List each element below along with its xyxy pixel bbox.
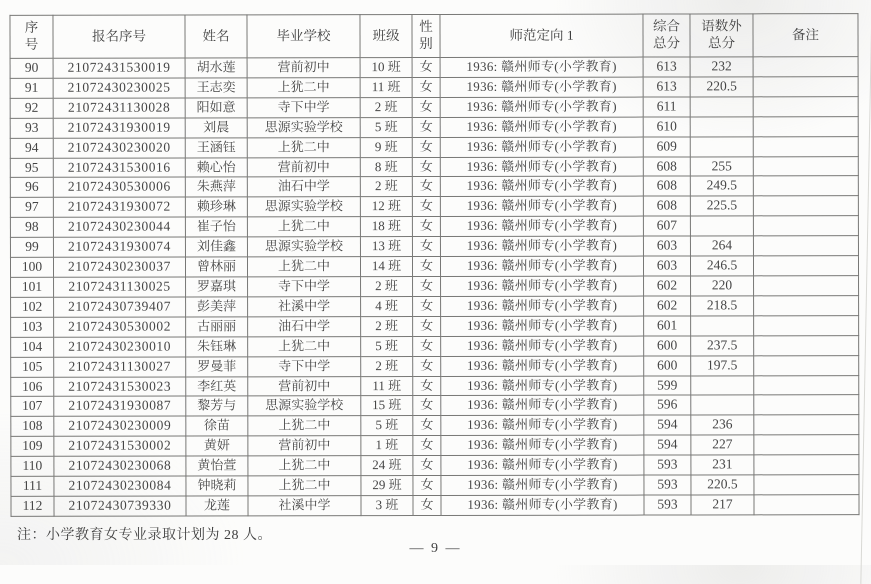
table-header (10, 14, 858, 59)
cell-total: 608 (643, 196, 690, 216)
cell-no: 108 (11, 417, 54, 437)
cell-cls: 15 班 (361, 396, 413, 416)
cell-lsw: 225.5 (690, 196, 753, 216)
cell-total: 601 (644, 316, 691, 336)
column-header-gender: 性 别 (412, 14, 440, 57)
cell-reg: 21072430230044 (53, 217, 185, 237)
table-row (11, 495, 859, 517)
cell-name: 王志奕 (185, 78, 247, 98)
cell-orientation: 1936: 赣州师专(小学教育) (441, 455, 644, 475)
cell-reg: 21072431530016 (53, 158, 185, 178)
cell-lsw (691, 375, 754, 395)
cell-gender: 女 (413, 376, 441, 396)
cell-cls: 5 班 (360, 117, 412, 137)
cell-no: 112 (11, 496, 54, 516)
cell-school: 寺下中学 (248, 277, 361, 297)
cell-name: 罗曼菲 (186, 356, 248, 376)
admission-roster-table (9, 13, 859, 517)
cell-gender: 女 (413, 396, 441, 416)
cell-gender: 女 (413, 495, 441, 515)
cell-orientation: 1936: 赣州师专(小学教育) (440, 236, 643, 256)
cell-reg: 21072430530006 (53, 177, 185, 197)
table-row (10, 77, 858, 99)
cell-school: 思源实验学校 (247, 117, 360, 137)
cell-no: 96 (10, 178, 53, 198)
cell-school: 寺下中学 (248, 356, 361, 376)
cell-school: 上犹二中 (248, 336, 361, 356)
cell-orientation: 1936: 赣州师专(小学教育) (441, 475, 644, 495)
cell-cls: 11 班 (361, 376, 413, 396)
cell-reg: 21072430230020 (53, 138, 185, 158)
table-row (11, 395, 859, 417)
cell-orientation: 1936: 赣州师专(小学教育) (440, 256, 643, 276)
cell-school: 社溪中学 (248, 496, 361, 516)
cell-name: 曾林丽 (185, 257, 247, 277)
cell-lsw: 220 (691, 276, 754, 296)
column-header-reg: 报名序号 (53, 15, 185, 58)
cell-no: 106 (11, 377, 54, 397)
column-header-name: 姓名 (185, 15, 247, 58)
cell-school: 社溪中学 (248, 297, 361, 317)
cell-lsw: 220.5 (690, 77, 753, 97)
cell-gender: 女 (413, 416, 441, 436)
scan-page-edge (860, 0, 871, 584)
cell-lsw: 255 (690, 156, 753, 176)
table-row (10, 96, 858, 118)
cell-name: 李红英 (186, 376, 248, 396)
cell-orientation: 1936: 赣州师专(小学教育) (440, 137, 643, 157)
cell-lsw (690, 216, 753, 236)
table-row (11, 355, 859, 377)
cell-name: 黎芳与 (186, 396, 248, 416)
table-row (11, 475, 859, 497)
cell-total: 607 (643, 216, 690, 236)
cell-name: 罗嘉琪 (186, 277, 248, 297)
cell-reg: 21072430230037 (53, 257, 185, 277)
cell-school: 上犹二中 (247, 217, 360, 237)
cell-lsw: 236 (691, 415, 754, 435)
cell-gender: 女 (412, 177, 440, 197)
cell-no: 101 (11, 277, 54, 297)
cell-name: 古丽丽 (186, 317, 248, 337)
cell-no: 91 (10, 78, 53, 98)
cell-total: 594 (644, 435, 691, 455)
cell-gender: 女 (412, 117, 440, 137)
cell-remark (753, 57, 858, 77)
cell-orientation: 1936: 赣州师专(小学教育) (441, 415, 644, 435)
cell-orientation: 1936: 赣州师专(小学教育) (440, 196, 643, 216)
cell-remark (753, 156, 858, 176)
cell-name: 崔子怡 (185, 217, 247, 237)
table-row (10, 236, 858, 258)
cell-remark (754, 375, 859, 395)
column-header-total: 综合 总分 (643, 14, 690, 57)
cell-school: 寺下中学 (247, 97, 360, 117)
table-row (11, 415, 859, 437)
cell-lsw: 217 (691, 495, 754, 515)
cell-orientation: 1936: 赣州师专(小学教育) (441, 376, 644, 396)
table-row (10, 116, 858, 138)
cell-remark (753, 236, 858, 256)
cell-cls: 18 班 (360, 217, 412, 237)
cell-reg: 21072430530002 (54, 317, 186, 337)
cell-remark (754, 495, 859, 515)
cell-remark (753, 136, 858, 156)
cell-gender: 女 (413, 436, 441, 456)
cell-remark (753, 116, 858, 136)
cell-orientation: 1936: 赣州师专(小学教育) (440, 117, 643, 137)
cell-gender: 女 (413, 276, 441, 296)
cell-reg: 21072431530023 (54, 377, 186, 397)
footnote: 注：小学教育女专业录取计划为 28 人。 (17, 528, 272, 543)
cell-no: 95 (10, 158, 53, 178)
cell-cls: 2 班 (361, 356, 413, 376)
cell-gender: 女 (412, 237, 440, 257)
cell-gender: 女 (413, 296, 441, 316)
cell-school: 思源实验学校 (248, 396, 361, 416)
cell-no: 109 (11, 437, 54, 457)
cell-reg: 21072430230025 (53, 78, 185, 98)
cell-no: 102 (11, 297, 54, 317)
cell-reg: 21072430739407 (54, 297, 186, 317)
cell-no: 105 (11, 357, 54, 377)
table-row (10, 176, 858, 198)
cell-cls: 2 班 (360, 177, 412, 197)
cell-reg: 21072431930019 (53, 118, 185, 138)
cell-no: 103 (11, 317, 54, 337)
cell-remark (753, 216, 858, 236)
cell-reg: 21072431930074 (53, 237, 185, 257)
cell-school: 思源实验学校 (247, 197, 360, 217)
table-row (11, 435, 859, 457)
cell-reg: 21072431530019 (53, 58, 185, 78)
cell-orientation: 1936: 赣州师专(小学教育) (440, 97, 643, 117)
cell-name: 钟晓莉 (186, 476, 248, 496)
cell-reg: 21072430739330 (54, 496, 186, 516)
cell-school: 思源实验学校 (247, 237, 360, 257)
cell-total: 613 (643, 57, 690, 77)
cell-lsw: 246.5 (690, 256, 753, 276)
cell-gender: 女 (413, 316, 441, 336)
cell-lsw (690, 136, 753, 156)
cell-cls: 2 班 (361, 277, 413, 297)
cell-no: 99 (10, 237, 53, 257)
column-header-school: 毕业学校 (247, 15, 360, 58)
cell-lsw: 220.5 (691, 475, 754, 495)
cell-cls: 14 班 (360, 257, 412, 277)
cell-cls: 2 班 (360, 97, 412, 117)
cell-lsw (690, 117, 753, 137)
cell-gender: 女 (412, 157, 440, 177)
cell-orientation: 1936: 赣州师专(小学教育) (440, 157, 643, 177)
cell-gender: 女 (413, 456, 441, 476)
cell-total: 610 (643, 117, 690, 137)
cell-cls: 12 班 (360, 197, 412, 217)
table-container (9, 13, 858, 517)
cell-lsw: 197.5 (691, 355, 754, 375)
cell-total: 603 (643, 236, 690, 256)
cell-name: 龙莲 (186, 496, 248, 516)
cell-gender: 女 (412, 217, 440, 237)
cell-school: 营前初中 (247, 157, 360, 177)
cell-school: 上犹二中 (248, 476, 361, 496)
cell-total: 599 (644, 375, 691, 395)
cell-gender: 女 (412, 97, 440, 117)
cell-total: 603 (643, 256, 690, 276)
cell-no: 98 (10, 218, 53, 238)
cell-school: 营前初中 (247, 58, 360, 78)
table-row (11, 276, 859, 298)
header-row (10, 14, 858, 59)
cell-remark (753, 196, 858, 216)
cell-school: 营前初中 (248, 376, 361, 396)
cell-orientation: 1936: 赣州师专(小学教育) (441, 296, 644, 316)
cell-name: 王涵钰 (185, 138, 247, 158)
table-row (10, 156, 858, 178)
cell-remark (753, 176, 858, 196)
column-header-no: 序 号 (10, 15, 53, 58)
cell-gender: 女 (413, 476, 441, 496)
cell-remark (754, 295, 859, 315)
cell-reg: 21072431530002 (54, 436, 186, 456)
cell-total: 609 (643, 137, 690, 157)
cell-gender: 女 (412, 197, 440, 217)
cell-lsw: 218.5 (691, 296, 754, 316)
cell-remark (754, 335, 859, 355)
cell-school: 上犹二中 (247, 257, 360, 277)
cell-cls: 1 班 (361, 436, 413, 456)
cell-orientation: 1936: 赣州师专(小学教育) (440, 176, 643, 196)
cell-no: 107 (11, 397, 54, 417)
cell-name: 阳如意 (185, 98, 247, 118)
cell-orientation: 1936: 赣州师专(小学教育) (441, 336, 644, 356)
cell-lsw (691, 395, 754, 415)
cell-remark (754, 355, 859, 375)
cell-name: 朱钰琳 (186, 337, 248, 357)
cell-gender: 女 (413, 336, 441, 356)
cell-no: 100 (10, 257, 53, 277)
cell-no: 111 (11, 476, 54, 496)
cell-remark (753, 96, 858, 116)
cell-remark (754, 395, 859, 415)
cell-no: 90 (10, 58, 53, 78)
cell-total: 608 (643, 156, 690, 176)
cell-cls: 24 班 (361, 456, 413, 476)
cell-name: 朱燕萍 (185, 177, 247, 197)
cell-remark (754, 475, 859, 495)
cell-cls: 10 班 (360, 58, 412, 78)
cell-reg: 21072431130025 (54, 277, 186, 297)
table-row (10, 256, 858, 278)
cell-orientation: 1936: 赣州师专(小学教育) (441, 316, 644, 336)
cell-reg: 21072431930072 (53, 197, 185, 217)
cell-total: 608 (643, 176, 690, 196)
cell-name: 刘晨 (185, 118, 247, 138)
cell-name: 刘佳鑫 (185, 237, 247, 257)
cell-name: 赖心怡 (185, 157, 247, 177)
cell-no: 97 (10, 198, 53, 218)
column-header-orientation: 师范定向 1 (440, 14, 643, 57)
cell-school: 营前初中 (248, 436, 361, 456)
cell-total: 594 (644, 415, 691, 435)
cell-lsw: 249.5 (690, 176, 753, 196)
cell-reg: 21072430230009 (54, 416, 186, 436)
cell-lsw: 232 (690, 57, 753, 77)
cell-total: 600 (644, 356, 691, 376)
cell-remark (754, 455, 859, 475)
cell-school: 上犹二中 (247, 137, 360, 157)
cell-no: 93 (10, 118, 53, 138)
cell-reg: 21072430230068 (54, 456, 186, 476)
column-header-cls: 班级 (360, 15, 412, 58)
cell-school: 上犹二中 (248, 416, 361, 436)
table-body (10, 57, 859, 517)
cell-cls: 5 班 (361, 336, 413, 356)
table-row (11, 375, 859, 397)
cell-total: 611 (643, 97, 690, 117)
cell-remark (754, 435, 859, 455)
cell-total: 593 (644, 475, 691, 495)
table-row (11, 295, 859, 317)
cell-lsw: 227 (691, 435, 754, 455)
table-row (11, 335, 859, 357)
cell-school: 上犹二中 (247, 78, 360, 98)
cell-remark (754, 276, 859, 296)
cell-cls: 5 班 (361, 416, 413, 436)
cell-orientation: 1936: 赣州师专(小学教育) (441, 495, 644, 515)
cell-total: 593 (644, 495, 691, 515)
cell-lsw: 264 (690, 236, 753, 256)
cell-total: 613 (643, 77, 690, 97)
cell-orientation: 1936: 赣州师专(小学教育) (441, 435, 644, 455)
cell-school: 油石中学 (248, 316, 361, 336)
column-header-lsw: 语数外 总分 (690, 14, 753, 57)
cell-orientation: 1936: 赣州师专(小学教育) (441, 356, 644, 376)
table-row (11, 315, 859, 337)
cell-orientation: 1936: 赣州师专(小学教育) (440, 77, 643, 97)
cell-remark (753, 77, 858, 97)
cell-name: 赖珍琳 (185, 197, 247, 217)
cell-cls: 29 班 (361, 476, 413, 496)
cell-total: 593 (644, 455, 691, 475)
cell-no: 104 (11, 337, 54, 357)
table-row (10, 196, 858, 218)
cell-gender: 女 (412, 57, 440, 77)
column-header-remark: 备注 (753, 14, 858, 57)
page-number: — 9 — (409, 541, 462, 556)
cell-lsw: 237.5 (691, 336, 754, 356)
cell-school: 上犹二中 (248, 456, 361, 476)
cell-cls: 8 班 (360, 157, 412, 177)
cell-no: 94 (10, 138, 53, 158)
cell-reg: 21072431130028 (53, 98, 185, 118)
cell-total: 596 (644, 395, 691, 415)
cell-cls: 11 班 (360, 77, 412, 97)
cell-total: 602 (644, 296, 691, 316)
cell-no: 92 (10, 98, 53, 118)
cell-name: 胡水莲 (185, 58, 247, 78)
cell-cls: 2 班 (361, 316, 413, 336)
cell-gender: 女 (413, 356, 441, 376)
cell-total: 602 (644, 276, 691, 296)
cell-cls: 13 班 (360, 237, 412, 257)
cell-gender: 女 (412, 137, 440, 157)
cell-name: 彭美萍 (186, 297, 248, 317)
cell-orientation: 1936: 赣州师专(小学教育) (441, 276, 644, 296)
table-row (10, 57, 858, 79)
cell-lsw (690, 97, 753, 117)
cell-lsw: 231 (691, 455, 754, 475)
cell-cls: 9 班 (360, 137, 412, 157)
cell-lsw (691, 316, 754, 336)
cell-cls: 4 班 (361, 296, 413, 316)
cell-orientation: 1936: 赣州师专(小学教育) (440, 216, 643, 236)
table-row (10, 136, 858, 158)
cell-remark (753, 256, 858, 276)
cell-reg: 21072430230010 (54, 337, 186, 357)
cell-total: 600 (644, 336, 691, 356)
cell-name: 黄妍 (186, 436, 248, 456)
cell-reg: 21072431130027 (54, 357, 186, 377)
cell-gender: 女 (412, 77, 440, 97)
cell-remark (754, 415, 859, 435)
cell-cls: 3 班 (361, 495, 413, 515)
cell-name: 黄怡萱 (186, 456, 248, 476)
cell-remark (754, 315, 859, 335)
cell-no: 110 (11, 456, 54, 476)
cell-school: 油石中学 (247, 177, 360, 197)
table-row (11, 455, 859, 477)
cell-name: 徐苗 (186, 416, 248, 436)
cell-reg: 21072430230084 (54, 476, 186, 496)
table-row (10, 216, 858, 238)
cell-reg: 21072431930087 (54, 396, 186, 416)
cell-gender: 女 (412, 257, 440, 277)
cell-orientation: 1936: 赣州师专(小学教育) (441, 395, 644, 415)
cell-orientation: 1936: 赣州师专(小学教育) (440, 57, 643, 77)
